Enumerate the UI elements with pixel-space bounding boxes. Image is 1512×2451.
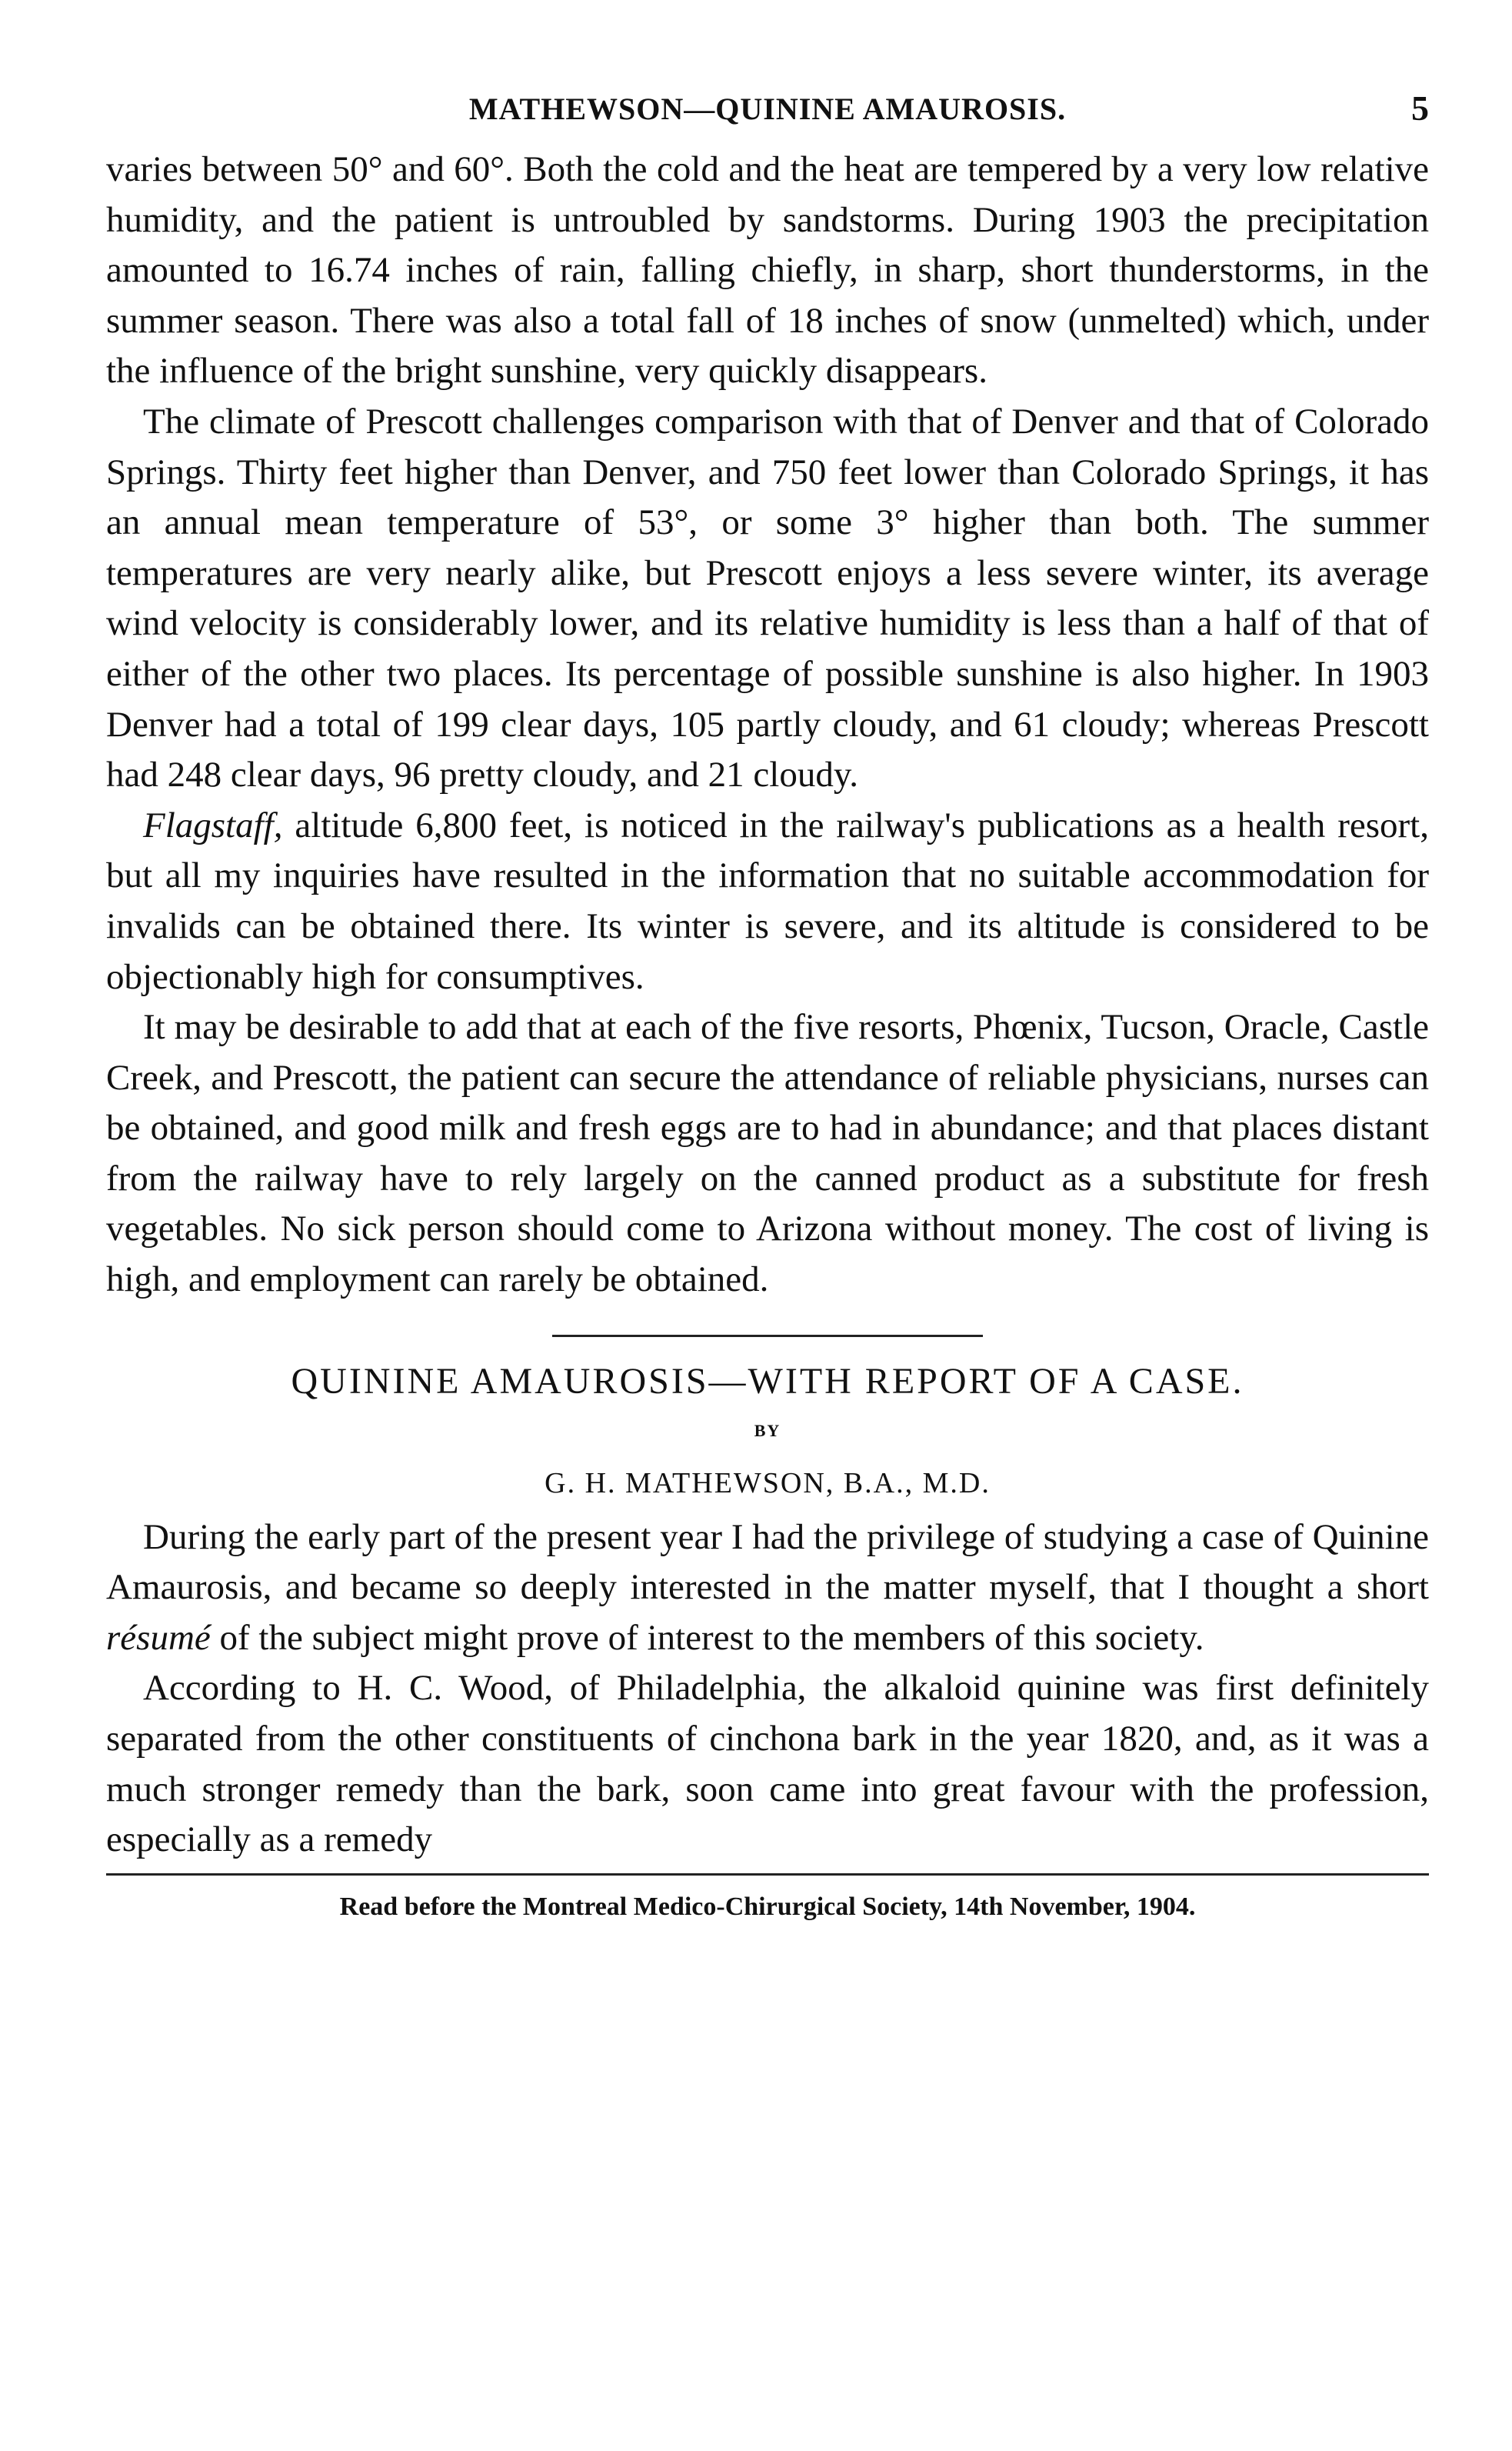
article-paragraph-1-text-a: During the early part of the present year I had the privilege of studying a case of Quinine Amaurosis, and became so deeply interested in the matter myself, that I thought a short — [106, 1516, 1429, 1608]
body-paragraph-1: varies between 50° and 60°. Both the cold and the heat are tempered by a very low relative humidity, and the patient is untroubled by sandstorms. During 1903 the precipitation amounted to 16.74 inches of rain, falling chiefly, in sharp, short thunderstorms, in the summer season. There was also a total fall of 18 inches of snow (unmelted) which, under the influence of the bright sunshine, very quickly disappears. — [106, 149, 1429, 392]
body-paragraph-3-text: altitude 6,800 feet, is noticed in the railway's publications as a health resort, but all my inquiries have resulted in the information that no suitable accommodation for invalids can be obtained there. Its winter is severe, and its altitude is considered to be objectionably high for consumptives. — [106, 805, 1429, 997]
article-title: QUININE AMAUROSIS—WITH REPORT OF A CASE. — [291, 1360, 1244, 1402]
body-paragraph-3 — [106, 801, 1429, 1002]
article-paragraph-1-italic: résumé — [106, 1617, 211, 1658]
page-number: 5 — [1411, 88, 1429, 128]
by-line: BY — [754, 1420, 781, 1440]
article-paragraph-1-text-b: of the subject might prove of interest to the members of this society. — [210, 1617, 1204, 1658]
footnote-rule — [106, 1873, 1429, 1876]
page — [106, 74, 1429, 1926]
author-line: G. H. MATHEWSON, B.A., M.D. — [545, 1466, 991, 1499]
running-title: MATHEWSON—QUININE AMAUROSIS. — [468, 92, 1067, 126]
body-paragraph-4: It may be desirable to add that at each of the five resorts, Phœnix, Tucson, Oracle, Castle Creek, and Prescott, the patient can secure the attendance of reliable physicians, nurses can be obtained, and good milk and fresh eggs are to had in abundance; and that places distant from the railway have to rely largely on the canned product as a substitute for fresh vegetables. No sick person should come to Arizona without money. The cost of living is high, and employment can rarely be obtained. — [106, 1007, 1429, 1300]
running-head — [106, 74, 1429, 145]
place-name-flagstaff: Flagstaff, — [143, 805, 283, 845]
article-paragraph-1 — [106, 1512, 1429, 1664]
article-paragraph-2: According to H. C. Wood, of Philadelphia, the alkaloid quinine was first definitely separated from the other constituents of cinchona bark in the year 1820, and, as it was a much stronger remedy than the bark, soon came into great favour with the profession, especially as a remedy — [106, 1668, 1429, 1860]
body-paragraph-2: The climate of Prescott challenges comparison with that of Denver and that of Colorado Springs. Thirty feet higher than Denver, and 750 feet lower than Colorado Springs, it has an annual mean temperature of 53°, or some 3° higher than both. The summer temperatures are very nearly alike, but Prescott enjoys a less severe winter, its average wind velocity is considerably lower, and its relative humidity is less than a half of that of either of the other two places. Its percentage of possible sunshine is also higher. In 1903 Denver had a total of 199 clear days, 105 partly cloudy, and 61 cloudy; whereas Prescott had 248 clear days, 96 pretty cloudy, and 21 cloudy. — [106, 401, 1429, 795]
section-divider — [552, 1335, 983, 1337]
footnote: Read before the Montreal Medico-Chirurgical Society, 14th November, 1904. — [339, 1892, 1196, 1921]
